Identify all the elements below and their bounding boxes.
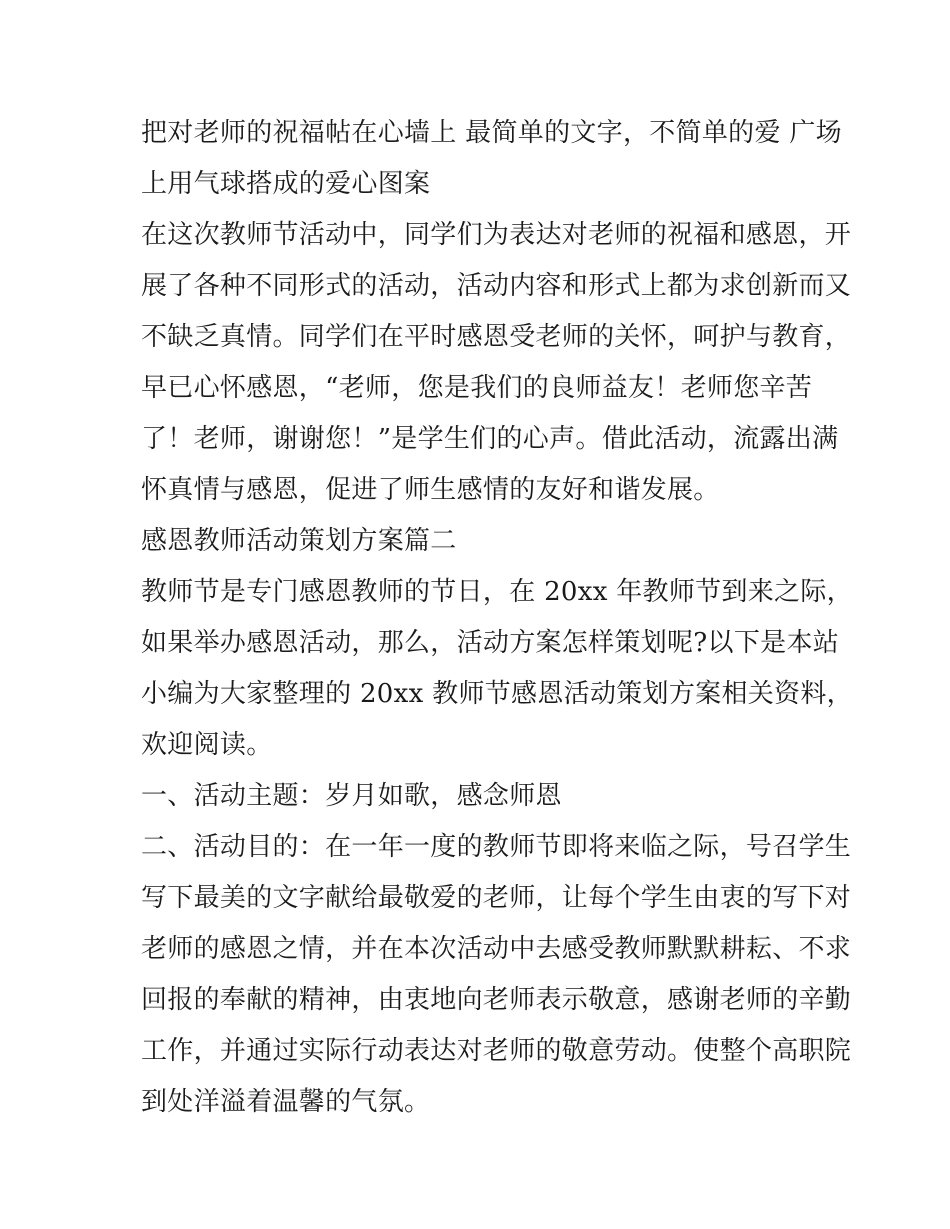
activity-purpose: 二、活动目的：在一年一度的教师节即将来临之际，号召学生: [141, 832, 852, 862]
text-line: 不缺乏真情。同学们在平时感恩受老师的关怀，呵护与教育，: [141, 322, 852, 352]
text-line: 把对老师的祝福帖在心墙上 最简单的文字，不简单的爱 广场: [141, 118, 842, 148]
activity-theme: 一、活动主题：岁月如歌，感念师恩: [141, 781, 562, 811]
text-line: 写下最美的文字献给最敬爱的老师，让每个学生由衷的写下对: [141, 883, 852, 913]
text-line: 如果举办感恩活动，那么，活动方案怎样策划呢?以下是本站: [141, 628, 840, 658]
text-line: 老师的感恩之情，并在本次活动中去感受教师默默耕耘、不求: [141, 934, 852, 964]
text-line: 上用气球搭成的爱心图案: [141, 169, 431, 199]
text-line: 展了各种不同形式的活动，活动内容和形式上都为求创新而又: [141, 271, 852, 301]
document-body: [141, 108, 853, 1128]
text-line: 怀真情与感恩，促进了师生感情的友好和谐发展。: [141, 475, 720, 505]
text-line: 欢迎阅读。: [141, 730, 273, 760]
text-line: 在这次教师节活动中，同学们为表达对老师的祝福和感恩，开: [141, 220, 852, 250]
text-line: 回报的奉献的精神，由衷地向老师表示敬意，感谢老师的辛勤: [141, 985, 852, 1015]
text-line: 教师节是专门感恩教师的节日，在 20xx 年教师节到来之际，: [141, 577, 853, 607]
text-line: 了！老师，谢谢您！”是学生们的心声。借此活动，流露出满: [141, 424, 839, 454]
text-line: 到处洋溢着温馨的气氛。: [141, 1087, 431, 1117]
section-heading: 感恩教师活动策划方案篇二: [141, 526, 457, 556]
text-line: 早已心怀感恩，“老师，您是我们的良师益友！老师您辛苦: [141, 373, 813, 403]
text-line: 工作，并通过实际行动表达对老师的敬意劳动。使整个高职院: [141, 1036, 852, 1066]
text-line: 小编为大家整理的 20xx 教师节感恩活动策划方案相关资料，: [141, 679, 853, 709]
